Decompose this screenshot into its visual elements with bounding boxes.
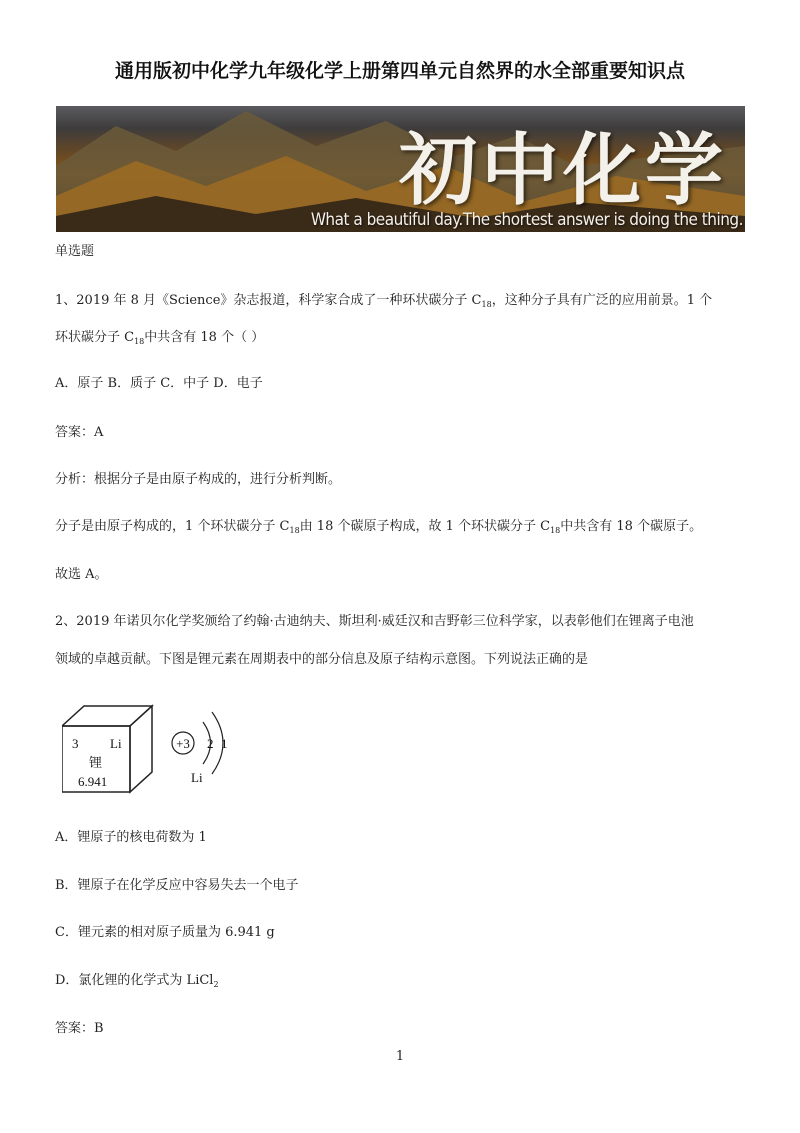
q2-answer: 答案：B bbox=[55, 1021, 104, 1036]
atomic-number: 3 bbox=[72, 736, 79, 751]
shell-2-electrons: 1 bbox=[221, 736, 228, 751]
q1-analysis: 分析：根据分子是由原子构成的，进行分析判断。 bbox=[55, 472, 342, 487]
q2-option-b: B．锂原子在化学反应中容易失去一个电子 bbox=[55, 878, 299, 893]
atomic-mass: 6.941 bbox=[78, 774, 108, 789]
q1-answer: 答案：A bbox=[55, 425, 104, 440]
element-symbol: Li bbox=[110, 736, 122, 751]
q1-stem-line2: 环状碳分子 $C_{18}$中共含有 18 个（ ） bbox=[55, 330, 265, 346]
diagram-label: Li bbox=[191, 770, 203, 785]
q2-option-d: D．氯化锂的化学式为 LiCl$_2$ bbox=[55, 973, 219, 989]
shell-1-electrons: 2 bbox=[207, 736, 214, 751]
q1-options: A．原子 B．质子 C．中子 D．电子 bbox=[55, 376, 263, 391]
document-title: 通用版初中化学九年级化学上册第四单元自然界的水全部重要知识点 bbox=[114, 60, 685, 82]
nucleus-charge: +3 bbox=[176, 736, 190, 751]
q2-stem-line2: 领域的卓越贡献。下图是锂元素在周期表中的部分信息及原子结构示意图。下列说法正确的是 bbox=[55, 652, 589, 667]
q1-stem-line1: 1、2019 年 8 月《Science》杂志报道，科学家合成了一种环状碳分子 $C_{18}$，这种分子具有广泛的应用前景。1 个 bbox=[55, 293, 713, 309]
q1-conclusion: 故选 A。 bbox=[55, 567, 108, 582]
atomic-structure bbox=[172, 712, 228, 785]
q2-stem-line1: 2、2019 年诺贝尔化学奖颁给了约翰·古迪纳夫、斯坦利·威廷汉和吉野彰三位科学家，以表彰他们在锂离子电池 bbox=[55, 614, 694, 629]
banner-title: 初中化学 bbox=[398, 125, 727, 216]
lithium-figure bbox=[62, 704, 262, 800]
banner-subtitle: What a beautiful day.The shortest answer is doing the thing. bbox=[310, 210, 743, 230]
q1-explanation: 分子是由原子构成的，1 个环状碳分子 $C_{18}$由 18 个碳原子构成，故 1 个环状碳分子 $C_{18}$中共含有 18 个碳原子。 bbox=[55, 519, 703, 535]
element-box bbox=[62, 706, 152, 792]
q2-option-c: C．锂元素的相对原子质量为 6.941 g bbox=[55, 925, 275, 940]
banner-image bbox=[56, 106, 745, 232]
q2-option-a: A．锂原子的核电荷数为 1 bbox=[55, 830, 207, 845]
element-name: 锂 bbox=[89, 756, 103, 771]
page-number: 1 bbox=[395, 1049, 405, 1064]
section-label: 单选题 bbox=[55, 244, 95, 259]
